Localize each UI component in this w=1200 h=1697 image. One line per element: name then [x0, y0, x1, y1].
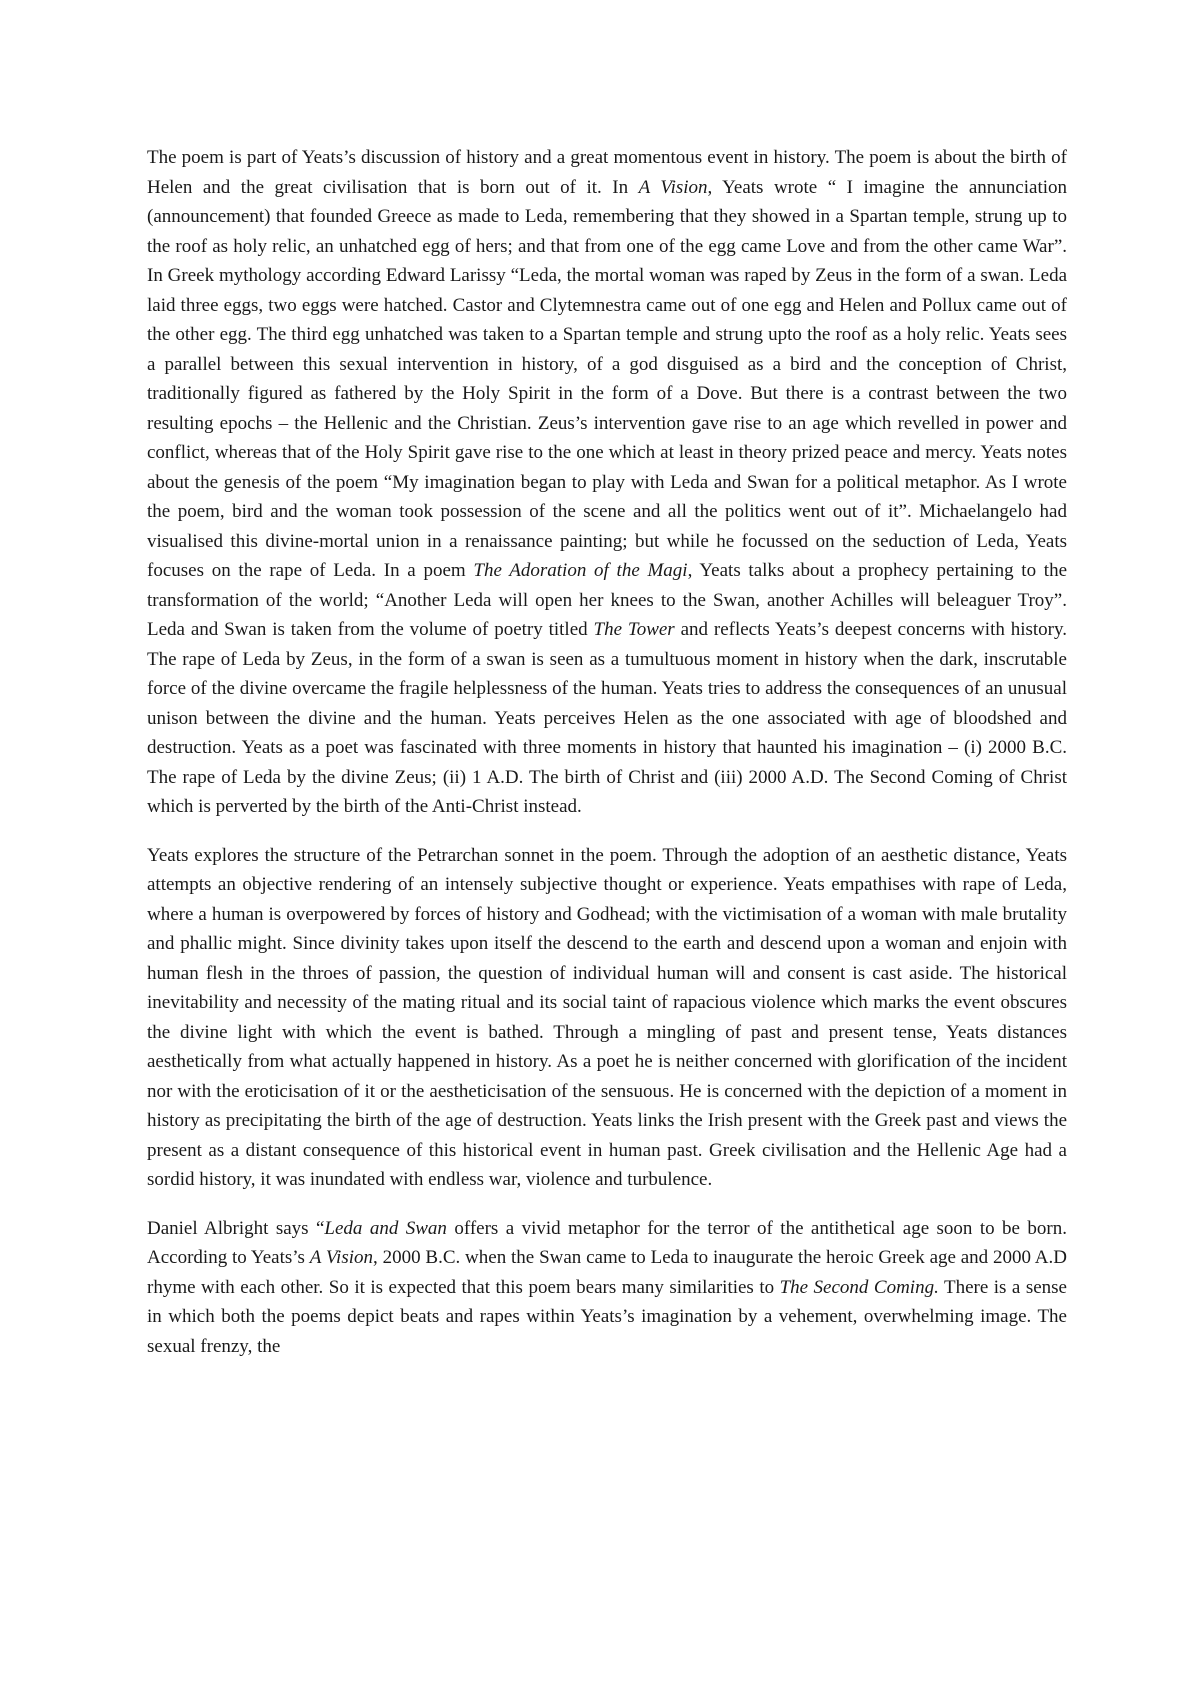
paragraph-1	[147, 143, 1067, 822]
italic-title-leda-and-swan: Leda and Swan	[324, 1217, 447, 1239]
text-segment: , Yeats wrote “ I imagine the annunciation (announcement) that founded Greece as made to Leda, remembering that they showed in a Spartan temple, strung up to the roof as holy relic, an unhatched egg of hers; and that from one of the egg came Love and from the other came War”. In Greek mythology according Edward Larissy “Leda, the mortal woman was raped by Zeus in the form of a swan. Leda laid three eggs, two eggs were hatched. Castor and Clytemnestra came out of one egg and Helen and Pollux came out of the other egg. The third egg unhatched was taken to a Spartan temple and strung upto the roof as a holy relic. Yeats sees a parallel between this sexual intervention in history, of a god disguised as a bird and the conception of Christ, traditionally figured as fathered by the Holy Spirit in the form of a Dove. But there is a contrast between the two resulting epochs – the Hellenic and the Christian. Zeus’s intervention gave rise to an age which revelled in power and conflict, whereas that of the Holy Spirit gave rise to the one which at least in theory prized peace and mercy. Yeats notes about the genesis of the poem “My imagination began to play with Leda and Swan for a political metaphor. As I wrote the poem, bird and the woman took possession of the scene and all the politics went out of it”. Michaelangelo had visualised this divine-mortal union in a renaissance painting; but while he focussed on the seduction of Leda, Yeats focuses on the rape of Leda. In a poem	[147, 176, 1067, 581]
italic-title-the-second-coming: The Second Coming.	[779, 1276, 939, 1298]
text-segment: Daniel Albright says “	[147, 1217, 325, 1239]
italic-title-adoration-of-the-magi: The Adoration of the Magi	[473, 560, 688, 581]
text-segment: The poem is part of Yeats’s discussion of history and a great momentous event in history. The poem is about the birth of Helen and the great civilisation that is born out of it. In	[147, 147, 1067, 198]
text-segment: and reflects Yeats’s deepest concerns with history. The rape of Leda by Zeus, in the form of a swan is seen as a tumultuous moment in history when the dark, inscrutable force of the divine overcame the fragile helplessness of the human. Yeats tries to address the consequences of an unusual unison between the divine and the human. Yeats perceives Helen as the one associated with age of bloodshed and destruction. Yeats as a poet was fascinated with three moments in history that haunted his imagination – (i) 2000 B.C. The rape of Leda by the divine Zeus; (ii) 1 A.D. The birth of Christ and (iii) 2000 A.D. The Second Coming of Christ which is perverted by the birth of the Anti-Christ instead.	[147, 619, 1068, 817]
text-segment: Yeats explores the structure of the Petrarchan sonnet in the poem. Through the adoption of an aesthetic distance, Yeats attempts an objective rendering of an intensely subjective thought or experience. Yeats empathises with rape of Leda, where a human is overpowered by forces of history and Godhead; with the victimisation of a woman with male brutality and phallic might. Since divinity takes upon itself the descend to the earth and descend upon a woman and enjoin with human flesh in the throes of passion, the question of individual human will and consent is cast aside. The historical inevitability and necessity of the mating ritual and its social taint of rapacious violence which marks the event obscures the divine light with which the event is bathed. Through a mingling of past and present tense, Yeats distances aesthetically from what actually happened in history. As a poet he is neither concerned with glorification of the incident nor with the eroticisation of it or the aestheticisation of the sensuous. He is concerned with the depiction of a moment in history as precipitating the birth of the age of destruction. Yeats links the Irish present with the Greek past and views the present as a distant consequence of this historical event in human past. Greek civilisation and the Hellenic Age had a sordid history, it was inundated with endless war, violence and turbulence.	[147, 844, 1067, 1190]
document-page	[147, 143, 1067, 1380]
italic-title-a-vision: A Vision	[309, 1247, 373, 1268]
paragraph-3	[147, 1214, 1067, 1362]
text-segment: There is a sense in which both the poems depict beats and rapes within Yeats’s imagination by a vehement, overwhelming image. The sexual frenzy, the	[147, 1276, 1067, 1357]
text-segment: , Yeats talks about a prophecy pertaining to the transformation of the world; “Another Leda will open her knees to the Swan, another Achilles will beleaguer Troy”. Leda and Swan is taken from the volume of poetry titled	[147, 560, 1067, 640]
italic-title-the-tower: The Tower	[593, 619, 675, 640]
italic-title-a-vision: A Vision	[638, 176, 708, 198]
paragraph-2	[147, 841, 1067, 1195]
text-segment: , 2000 B.C. when the Swan came to Leda to inaugurate the heroic Greek age and 2000 A.D rhyme with each other. So it is expected that this poem bears many similarities to	[147, 1247, 1067, 1298]
text-segment: offers a vivid metaphor for the terror of the antithetical age soon to be born. According to Yeats’s	[147, 1217, 1067, 1268]
